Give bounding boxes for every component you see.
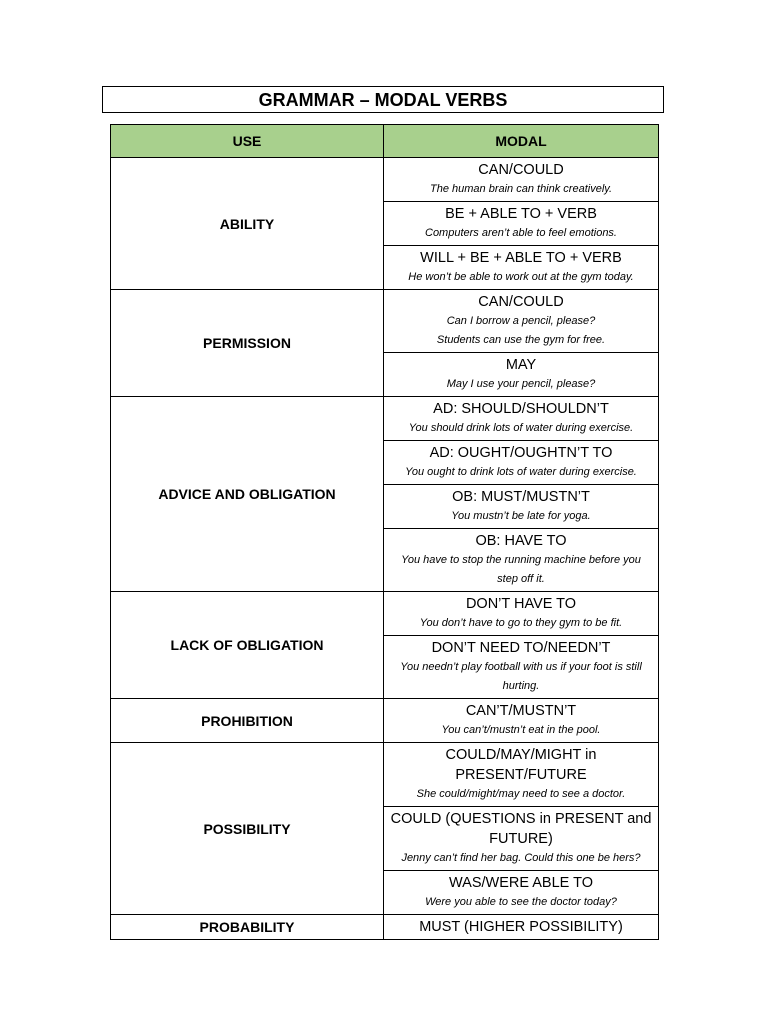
example-sentence: Were you able to see the doctor today? bbox=[425, 896, 617, 908]
table-row bbox=[111, 290, 659, 353]
example-sentence: She could/might/may need to see a doctor. bbox=[416, 788, 626, 800]
modal-verbs-table bbox=[110, 124, 659, 940]
example-sentence: May I use your pencil, please? bbox=[446, 378, 596, 390]
modal-cell bbox=[384, 699, 659, 743]
modal-column-header: MODAL bbox=[384, 125, 659, 158]
modal-cell bbox=[384, 636, 659, 699]
table-row bbox=[111, 915, 659, 940]
table-row bbox=[111, 397, 659, 441]
modal-form: AD: OUGHT/OUGHTN’T TO bbox=[429, 445, 613, 461]
use-cell: PERMISSION bbox=[111, 290, 384, 397]
example-sentence: You ought to drink lots of water during exercise. bbox=[405, 466, 637, 478]
modal-cell bbox=[384, 202, 659, 246]
example-sentence: You should drink lots of water during exercise. bbox=[408, 422, 634, 434]
modal-cell bbox=[384, 485, 659, 529]
modal-form: CAN/COULD bbox=[478, 294, 564, 310]
example-sentence: You can’t/mustn’t eat in the pool. bbox=[441, 724, 601, 736]
modal-cell bbox=[384, 915, 659, 940]
example-sentence: Can I borrow a pencil, please? bbox=[446, 315, 596, 327]
example-sentence: He won’t be able to work out at the gym today. bbox=[408, 271, 634, 283]
modal-cell bbox=[384, 441, 659, 485]
table-header-row bbox=[111, 125, 659, 158]
modal-cell bbox=[384, 353, 659, 397]
modal-form: CAN’T/MUSTN’T bbox=[465, 703, 577, 719]
use-cell: ADVICE AND OBLIGATION bbox=[111, 397, 384, 592]
modal-form: OB: MUST/MUSTN’T bbox=[452, 489, 590, 505]
modal-form: MAY bbox=[505, 357, 537, 373]
example-sentence: You don’t have to go to they gym to be fit. bbox=[419, 617, 623, 629]
table-row bbox=[111, 699, 659, 743]
modal-form: COULD/MAY/MIGHT in PRESENT/FUTURE bbox=[445, 747, 597, 783]
use-cell: LACK OF OBLIGATION bbox=[111, 592, 384, 699]
example-sentence: You needn’t play football with us if your foot is still hurting. bbox=[400, 661, 642, 692]
example-sentence: The human brain can think creatively. bbox=[430, 183, 612, 195]
modal-cell bbox=[384, 529, 659, 592]
modal-cell bbox=[384, 871, 659, 915]
example-sentence: Students can use the gym for free. bbox=[436, 334, 606, 346]
modal-form: DON’T NEED TO/NEEDN’T bbox=[431, 640, 611, 656]
use-cell: ABILITY bbox=[111, 158, 384, 290]
example-sentence: You have to stop the running machine before you step off it. bbox=[401, 554, 641, 585]
modal-form: OB: HAVE TO bbox=[475, 533, 567, 549]
modal-cell bbox=[384, 246, 659, 290]
modal-form: BE + ABLE TO + VERB bbox=[445, 206, 597, 222]
page-title: GRAMMAR – MODAL VERBS bbox=[102, 86, 664, 113]
modal-form: CAN/COULD bbox=[478, 162, 564, 178]
table-row bbox=[111, 743, 659, 807]
modal-cell bbox=[384, 290, 659, 353]
example-sentence: You mustn’t be late for yoga. bbox=[451, 510, 591, 522]
modal-form: DON’T HAVE TO bbox=[465, 596, 577, 612]
modal-form: AD: SHOULD/SHOULDN’T bbox=[433, 401, 609, 417]
modal-cell bbox=[384, 743, 659, 807]
modal-cell bbox=[384, 592, 659, 636]
use-column-header: USE bbox=[111, 125, 384, 158]
use-cell: POSSIBILITY bbox=[111, 743, 384, 915]
use-cell: PROHIBITION bbox=[111, 699, 384, 743]
example-sentence: Jenny can’t find her bag. Could this one be hers? bbox=[401, 852, 641, 864]
table-row bbox=[111, 592, 659, 636]
use-cell: PROBABILITY bbox=[111, 915, 384, 940]
modal-form: WILL + BE + ABLE TO + VERB bbox=[420, 250, 622, 266]
modal-cell bbox=[384, 397, 659, 441]
modal-cell bbox=[384, 807, 659, 871]
modal-form: WAS/WERE ABLE TO bbox=[449, 875, 593, 891]
modal-cell bbox=[384, 158, 659, 202]
modal-form: COULD (QUESTIONS in PRESENT and FUTURE) bbox=[390, 811, 652, 847]
example-sentence: Computers aren’t able to feel emotions. bbox=[425, 227, 617, 239]
table-row bbox=[111, 158, 659, 202]
modal-form: MUST (HIGHER POSSIBILITY) bbox=[419, 919, 623, 935]
